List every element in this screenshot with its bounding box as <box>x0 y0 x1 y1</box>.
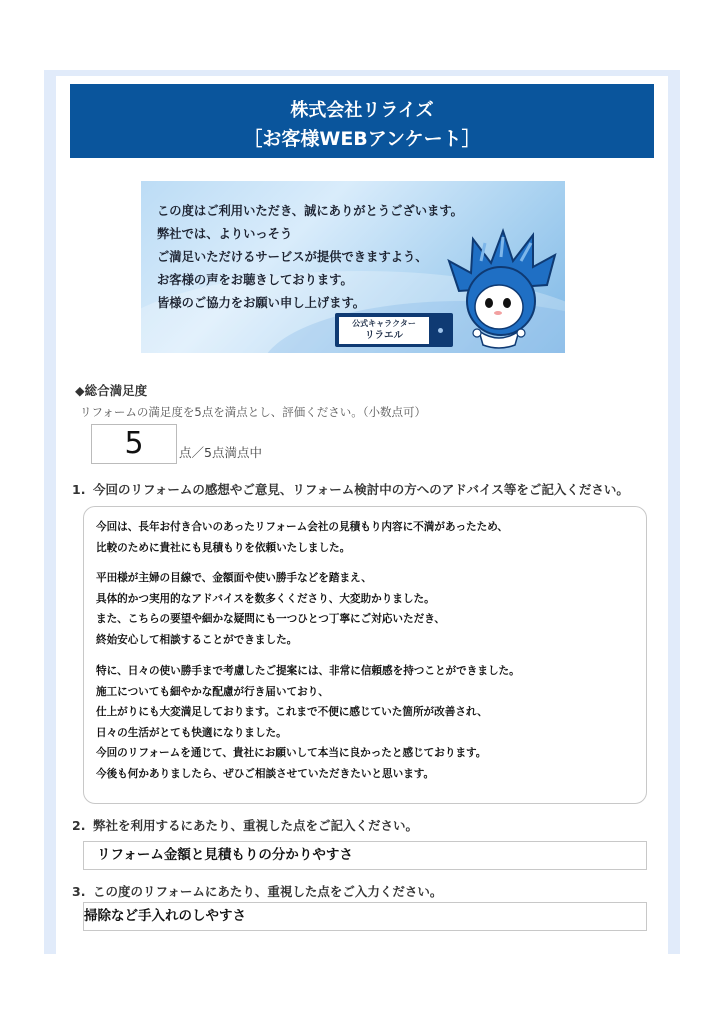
answer-1-textarea[interactable] <box>83 506 647 804</box>
banner-line: ご満足いただけるサービスが提供できますよう、 <box>157 250 428 264</box>
question-text: 今回のリフォームの感想やご意見、リフォーム検討中の方へのアドバイス等をご記入ください。 <box>93 482 629 497</box>
banner-line: 皆様のご協力をお願い申し上げます。 <box>157 296 366 310</box>
character-badge-label: 公式キャラクター <box>352 319 416 328</box>
answer-paragraph: 特に、日々の使い勝手まで考慮したご提案には、非常に信頼感を持つことができました。 施工についても細やかな配慮が行き届いており、 仕上がりにも大変満足しております。これまで不便に感じていた箇所が改善され、 日々の生活がとても快適になりました。 今回のリフォームを通じて、貴社にお願いして本当に良かったと感じております。 今後も何かありましたら、ぜひご相談させていただきたいと思います。 <box>96 665 520 780</box>
question-2 <box>72 816 418 834</box>
answer-paragraph: 今回は、長年お付き合いのあったリフォーム会社の見積もり内容に不満があったため、 比較のために貴社にも見積もりを依頼いたしました。 <box>96 521 508 554</box>
mascot-icon <box>441 221 561 351</box>
question-number: 1. <box>72 482 86 497</box>
satisfaction-instruction: リフォームの満足度を5点を満点とし、評価ください。（小数点可） <box>80 405 426 419</box>
banner-line: この度はご利用いただき、誠にありがとうございます。 <box>157 204 463 218</box>
company-name: 株式会社リライズ <box>290 100 434 121</box>
greeting-banner <box>141 181 565 353</box>
question-3 <box>72 882 442 900</box>
survey-title: ［お客様WEBアンケート］ <box>243 128 481 150</box>
banner-message <box>157 200 463 315</box>
banner-line: 弊社では、よりいっそう <box>157 227 293 241</box>
answer-2-field[interactable]: リフォーム金額と見積もりの分かりやすさ <box>83 841 647 870</box>
question-number: 3. <box>72 884 86 899</box>
answer-paragraph: 平田様が主婦の目線で、金額面や使い勝手などを踏まえ、 具体的かつ実用的なアドバイスを数多くくださり、大変助かりました。 また、こちらの要望や細かな疑問にも一つひとつ丁寧にご対応いただき、 終始安心して相談することができました。 <box>96 572 445 646</box>
question-1 <box>72 480 629 498</box>
answer-3-text: 掃除など手入れのしやすさ <box>84 908 246 924</box>
answer-3-field[interactable] <box>83 902 647 931</box>
score-unit-label: 点／5点満点中 <box>179 445 262 460</box>
character-name: リラエル <box>364 330 403 341</box>
character-badge <box>335 313 453 347</box>
question-text: この度のリフォームにあたり、重視した点をご入力ください。 <box>93 884 443 899</box>
satisfaction-heading: ◆総合満足度 <box>75 383 148 398</box>
banner-line: お客様の声をお聴きしております。 <box>157 273 353 287</box>
satisfaction-score-field[interactable]: 5 <box>91 424 177 464</box>
question-number: 2. <box>72 818 86 833</box>
title-bar <box>70 84 654 158</box>
question-text: 弊社を利用するにあたり、重視した点をご記入ください。 <box>93 818 419 833</box>
